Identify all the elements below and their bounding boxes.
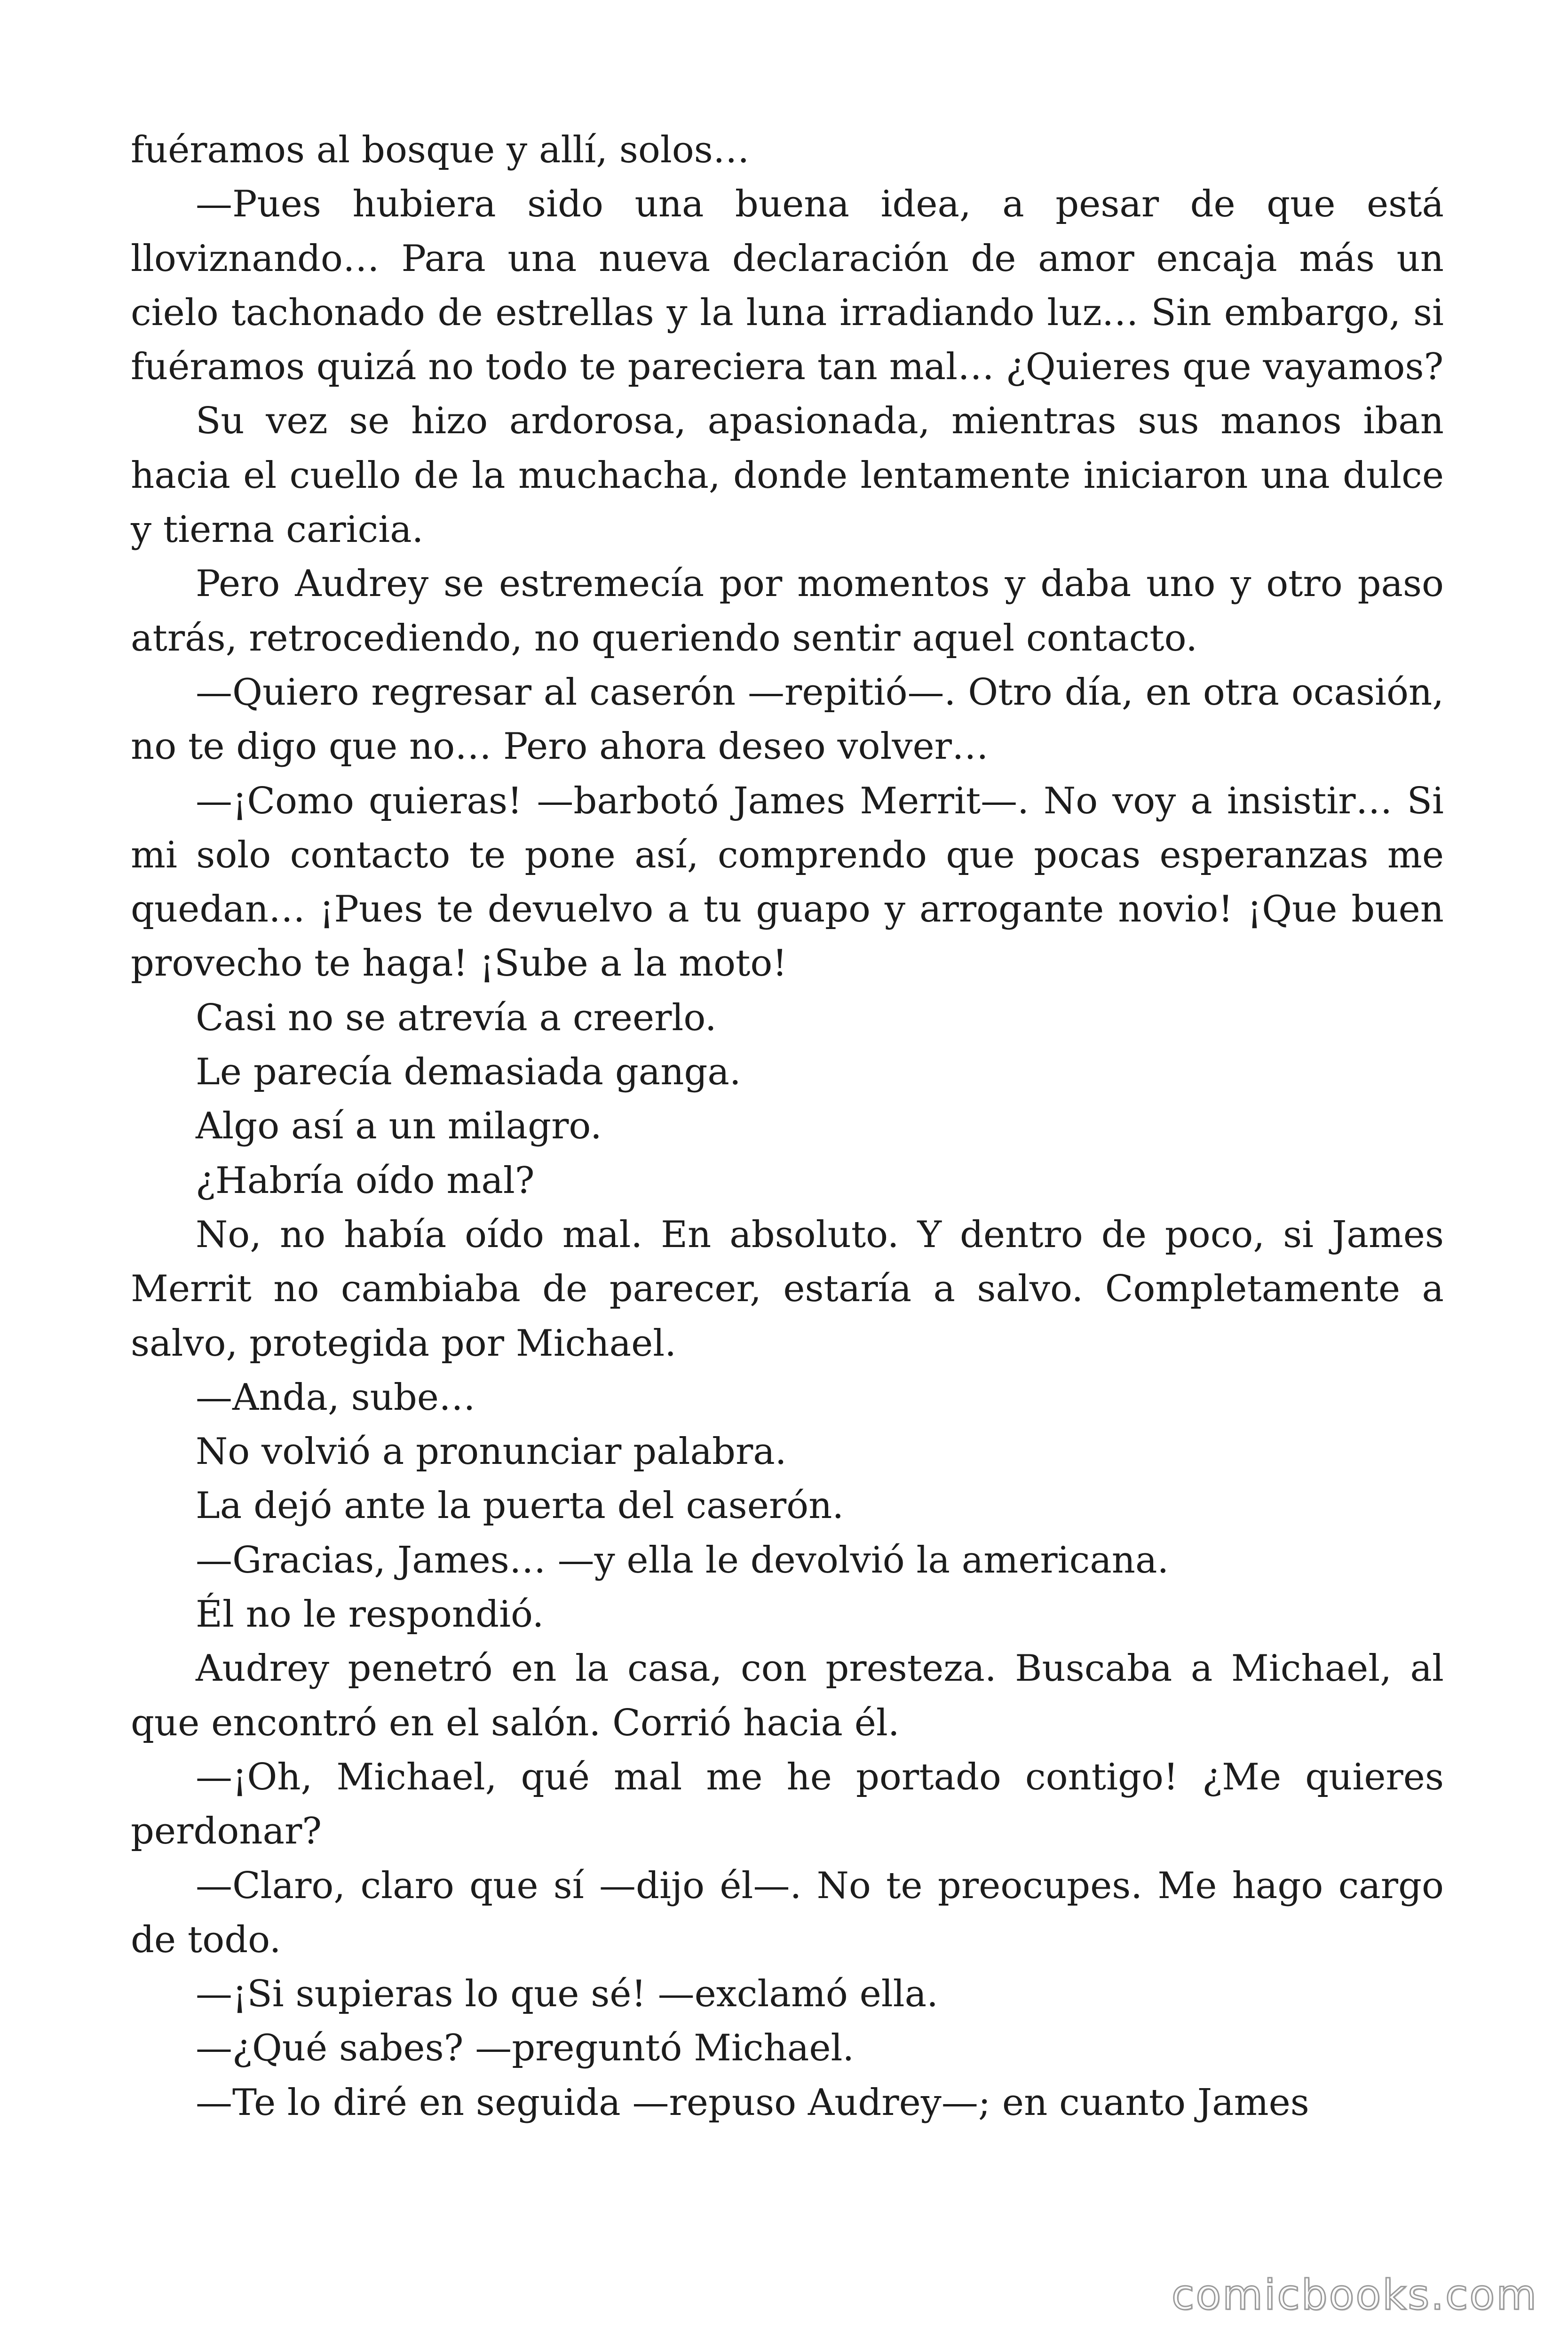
paragraph-4: Pero Audrey se estremecía por momentos y daba uno y otro paso atrás, retrocediendo, no queriendo sentir aquel contacto. bbox=[131, 563, 1444, 660]
paragraph-16: Él no le respondió. bbox=[196, 1593, 544, 1636]
paragraph-14: La dejó ante la puerta del caserón. bbox=[196, 1485, 844, 1527]
paragraph-15: —Gracias, James… —y ella le devolvió la americana. bbox=[196, 1539, 1169, 1581]
paragraph-11: No, no había oído mal. En absoluto. Y dentro de poco, si James Merrit no cambiaba de parecer, estaría a salvo. Completamente a salvo, protegida por Michael. bbox=[131, 1213, 1444, 1365]
paragraph-13: No volvió a pronunciar palabra. bbox=[196, 1430, 787, 1473]
watermark: comicbooks.com bbox=[1171, 2271, 1538, 2319]
paragraph-10: ¿Habría oído mal? bbox=[196, 1159, 535, 1202]
paragraph-7: Casi no se atrevía a creerlo. bbox=[196, 996, 717, 1039]
paragraph-22: —Te lo diré en seguida —repuso Audrey—; en cuanto James bbox=[196, 2081, 1309, 2124]
paragraph-17: Audrey penetró en la casa, con presteza. Buscaba a Michael, al que encontró en el salón. Corrió hacia él. bbox=[131, 1647, 1444, 1744]
paragraph-19: —Claro, claro que sí —dijo él—. No te preocupes. Me hago cargo de todo. bbox=[131, 1864, 1444, 1961]
paragraph-21: —¿Qué sabes? —preguntó Michael. bbox=[196, 2027, 855, 2070]
paragraph-20: —¡Si supieras lo que sé! —exclamó ella. bbox=[196, 1973, 938, 2016]
paragraph-18: —¡Oh, Michael, qué mal me he portado contigo! ¿Me quieres perdonar? bbox=[131, 1756, 1444, 1853]
paragraph-8: Le parecía demasiada ganga. bbox=[196, 1051, 741, 1094]
paragraph-12: —Anda, sube… bbox=[196, 1376, 475, 1419]
paragraph-1: fuéramos al bosque y allí, solos… bbox=[131, 129, 750, 171]
paragraph-6: —¡Como quieras! —barbotó James Merrit—. No voy a insistir… Si mi solo contacto te pone así, comprendo que pocas esperanzas me quedan… ¡Pues te devuelvo a tu guapo y arrogante novio! ¡Que buen provecho te haga! ¡Sube a la moto! bbox=[131, 779, 1444, 985]
book-page-text bbox=[131, 123, 1444, 2130]
paragraph-9: Algo así a un milagro. bbox=[196, 1105, 602, 1148]
paragraph-2: —Pues hubiera sido una buena idea, a pesar de que está lloviznando… Para una nueva declaración de amor encaja más un cielo tachonado de estrellas y la luna irradiando luz… Sin embargo, si fuéramos quizá no todo te pareciera tan mal… ¿Quieres que vayamos? bbox=[131, 183, 1444, 389]
paragraph-3: Su vez se hizo ardorosa, apasionada, mientras sus manos iban hacia el cuello de la muchacha, donde lentamente iniciaron una dulce y tierna caricia. bbox=[131, 400, 1444, 551]
paragraph-5: —Quiero regresar al caserón —repitió—. Otro día, en otra ocasión, no te digo que no… Pero ahora deseo volver… bbox=[131, 671, 1444, 768]
